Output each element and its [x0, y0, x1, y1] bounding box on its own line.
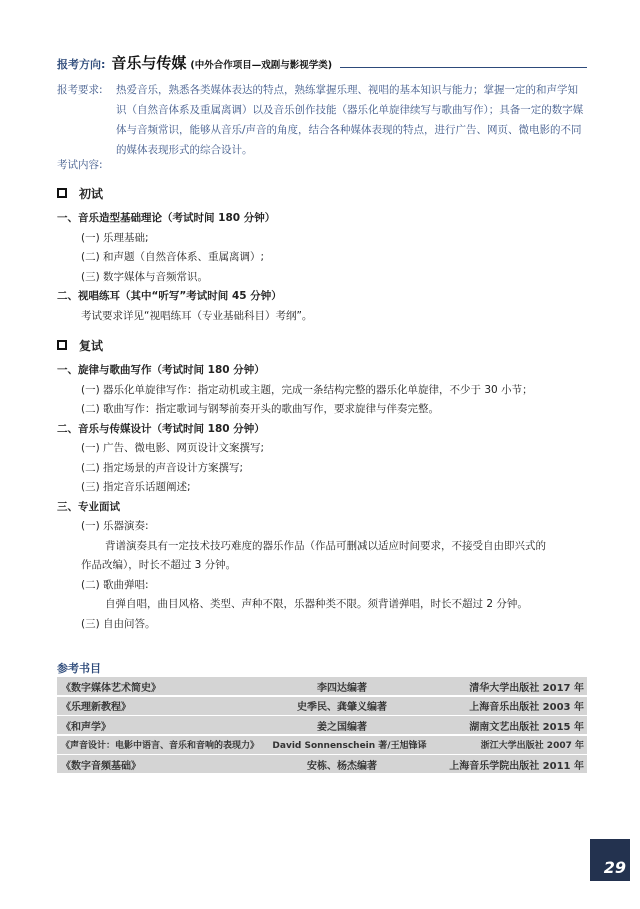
reference-publisher: 湖南文艺出版社 2015 年 [469, 721, 584, 733]
direction-title: 音乐与传媒 [111, 54, 187, 72]
exam-subitem: (三) 自由问答。 [81, 617, 156, 630]
exam-subitem: (一) 广告、微电影、网页设计文案撰写; [81, 442, 265, 454]
requirements [57, 80, 587, 160]
reference-book: 《数字媒体艺术简史》 [61, 682, 161, 694]
exam-item-heading: 一、音乐造型基础理论（考试时间 180 分钟） [57, 212, 276, 224]
requirements-label: 报考要求: [57, 84, 103, 96]
reference-author: 安栋、杨杰编著 [307, 760, 377, 772]
exam-subitem: (一) 乐理基础; [81, 231, 149, 244]
reference-publisher: 上海音乐出版社 2003 年 [469, 702, 584, 713]
exam-detail: 作品改编），时长不超过 3 分钟。 [81, 559, 237, 571]
section-header [57, 50, 587, 72]
exam-subitem: (二) 歌曲弹唱: [81, 578, 149, 591]
exam-subitem: (二) 和声题（自然音体系、重属离调）; [81, 251, 265, 263]
exam-item-heading: 二、视唱练耳（其中“听写”考试时间 45 分钟） [57, 290, 282, 302]
exam-item-heading: 一、旋律与歌曲写作（考试时间 180 分钟） [57, 364, 265, 376]
first-round-title: 初试 [79, 186, 104, 201]
exam-subitem: (三) 指定音乐话题阐述; [81, 481, 191, 493]
header-rule [340, 67, 587, 68]
reference-row [57, 716, 587, 734]
reference-row [57, 697, 587, 715]
page-number: 29 [590, 839, 630, 881]
requirements-text: 热爱音乐，熟悉各类媒体表达的特点，熟练掌握乐理、视唱的基本知识与能力；掌握一定的和声学知识（自然音体系及重属离调）以及音乐创作技能（器乐化单旋律续写与歌曲写作）；具备一定的数字媒体与音频常识，能够从音乐/声音的角度，结合各种媒体表现的特点，进行广告、网页、微电影的不同的媒体表现形式的综合设计。 [116, 84, 584, 156]
exam-item-heading: 三、专业面试 [57, 500, 120, 513]
exam-detail: 自弹自唱，曲目风格、类型、声种不限，乐器种类不限。须背谱弹唱，时长不超过 2 分钟。 [105, 598, 528, 610]
reference-row [57, 755, 587, 773]
reference-author: 史季民、龚肇义编著 [297, 702, 387, 713]
reference-book: 《声音设计：电影中语言、音乐和音响的表现力》 [61, 741, 260, 751]
direction-subtitle: (中外合作项目—戏剧与影视学类) [190, 60, 333, 71]
exam-subitem: (二) 指定场景的声音设计方案撰写; [81, 461, 244, 474]
exam-subitem: (一) 乐器演奏: [81, 520, 149, 532]
references-title: 参考书目 [57, 662, 101, 675]
reference-book: 《数字音频基础》 [61, 760, 141, 772]
exam-subitem: (三) 数字媒体与音频常识。 [81, 270, 209, 283]
second-round [57, 333, 587, 634]
reference-author: 李四达编著 [317, 682, 367, 694]
exam-item-heading: 二、音乐与传媒设计（考试时间 180 分钟） [57, 422, 265, 435]
reference-author: David Sonnenschein 著/王旭锋译 [272, 741, 427, 751]
reference-publisher: 上海音乐学院出版社 2011 年 [449, 760, 584, 772]
exam-detail: 背谱演奏具有一定技术技巧难度的器乐作品（作品可删减以适应时间要求，不接受自由即兴式的 [105, 539, 546, 552]
reference-publisher: 浙江大学出版社 2007 年 [480, 741, 584, 751]
reference-row [57, 677, 587, 695]
exam-content-label: 考试内容: [57, 159, 103, 171]
exam-subitem: (二) 歌曲写作：指定歌词与钢琴前奏开头的歌曲写作，要求旋律与伴奏完整。 [81, 403, 440, 415]
reference-book: 《乐理新教程》 [61, 702, 131, 713]
reference-author: 姜之国编著 [317, 721, 367, 733]
exam-note: 考试要求详见“视唱练耳（专业基础科目）考纲”。 [81, 309, 313, 322]
first-round-heading [57, 181, 587, 205]
reference-book: 《和声学》 [61, 721, 111, 733]
first-round [57, 181, 587, 326]
reference-row [57, 736, 587, 754]
checkbox-icon [57, 340, 67, 350]
exam-subitem: (一) 器乐化单旋律写作：指定动机或主题，完成一条结构完整的器乐化单旋律，不少于 30 小节； [81, 383, 533, 396]
checkbox-icon [57, 188, 67, 198]
references-table [57, 677, 587, 775]
second-round-title: 复试 [79, 338, 104, 353]
second-round-heading [57, 333, 587, 357]
reference-publisher: 清华大学出版社 2017 年 [469, 682, 584, 694]
direction-label: 报考方向: [57, 58, 106, 71]
